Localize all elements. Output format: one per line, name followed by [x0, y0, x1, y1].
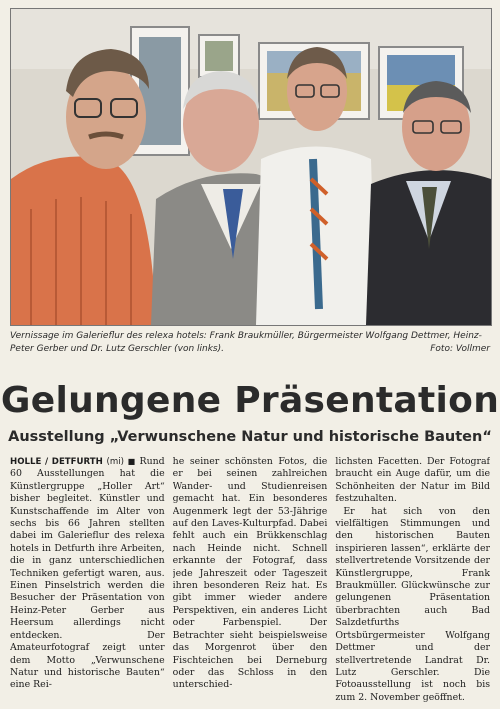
article-body — [10, 456, 490, 702]
photo-caption — [10, 330, 490, 355]
article-column-3 — [335, 456, 490, 702]
article-paragraph: Er hat sich von den vielfältigen Stimmungen und den historischen Bauten inspirieren lassen“, erklärte der stellvertretende Vorsitzende der Künstlergruppe, Frank Braukmüller. Glückwünsche zur gelungenen Präsentation überbrachten auch Bad Salzdetfurths Ortsbürgermeister Wolfgang Dettmer und der stellvertretende Landrat Dr. Lutz Gerschler. Die Fotoausstellung ist noch bis zum 2. November geöffnet. — [335, 505, 491, 702]
dateline: HOLLE / DETFURTH — [10, 457, 103, 467]
article-column-1 — [10, 456, 165, 702]
article-paragraph: lichsten Facetten. Der Fotograf braucht ein Auge dafür, um die Schönheiten der Natur im Bild festzuhalten. — [335, 456, 491, 505]
article-headline: Gelungene Präsentation — [0, 380, 500, 421]
article-paragraph — [10, 456, 165, 692]
article-paragraph: he seiner schönsten Fotos, die er bei seinen zahlreichen Wander- und Studienreisen gemacht hat. Ein besonderes Augenmerk legt der 53-Jährige auf den Laves-Kulturpfad. Dabei fehlt auch ein Brükkenschlag nach Heinde nicht. Schnell erkannte der Fotograf, dass jede Jahreszeit oder Tageszeit ihren besonderen Reiz hat. Es gibt immer wieder andere Perspektiven, ein anderes Licht oder Farbenspiel. Der Betrachter sieht beispielsweise das Morgenrot über den Fischteichen bei Derneburg oder das Schloss in den unterschied- — [172, 456, 328, 691]
paragraph-text: Rund 60 Ausstellungen hat die Künstlergruppe „Holler Art“ bisher begleitet. Künstler und Kunstschaffende im Alter von sechs bis 66 Jahren stellten dabei im Galerieflur des relexa hotels in Detfurth ihre Arbeiten, die in ganz unterschiedlichen Techniken gefertigt waren, aus. Einen Pinselstrich werden die Besucher der Präsentation von Heinz-Peter Gerber aus Heersum allerdings nicht entdecken. Der Amateurfotograf zeigt unter dem Motto „Verwunschene Natur und historische Bauten“ eine Rei- — [10, 456, 165, 691]
caption-text: Vernissage im Galerieflur des relexa hotels: Frank Braukmüller, Bürgermeister Wolfgang Dettmer, Heinz-Peter Gerber und Dr. Lutz Gerschler (von links). — [10, 331, 482, 354]
article-subheadline: Ausstellung „Verwunschene Natur und historische Bauten“ — [8, 429, 492, 445]
article-column-2 — [173, 456, 328, 702]
article-photo — [10, 8, 492, 326]
photo-credit: Foto: Vollmer — [430, 343, 490, 354]
author-tag: (mi) — [106, 457, 124, 467]
bullet-icon: ■ — [127, 457, 136, 466]
wall-painting — [199, 35, 239, 77]
photo-illustration — [11, 9, 491, 325]
